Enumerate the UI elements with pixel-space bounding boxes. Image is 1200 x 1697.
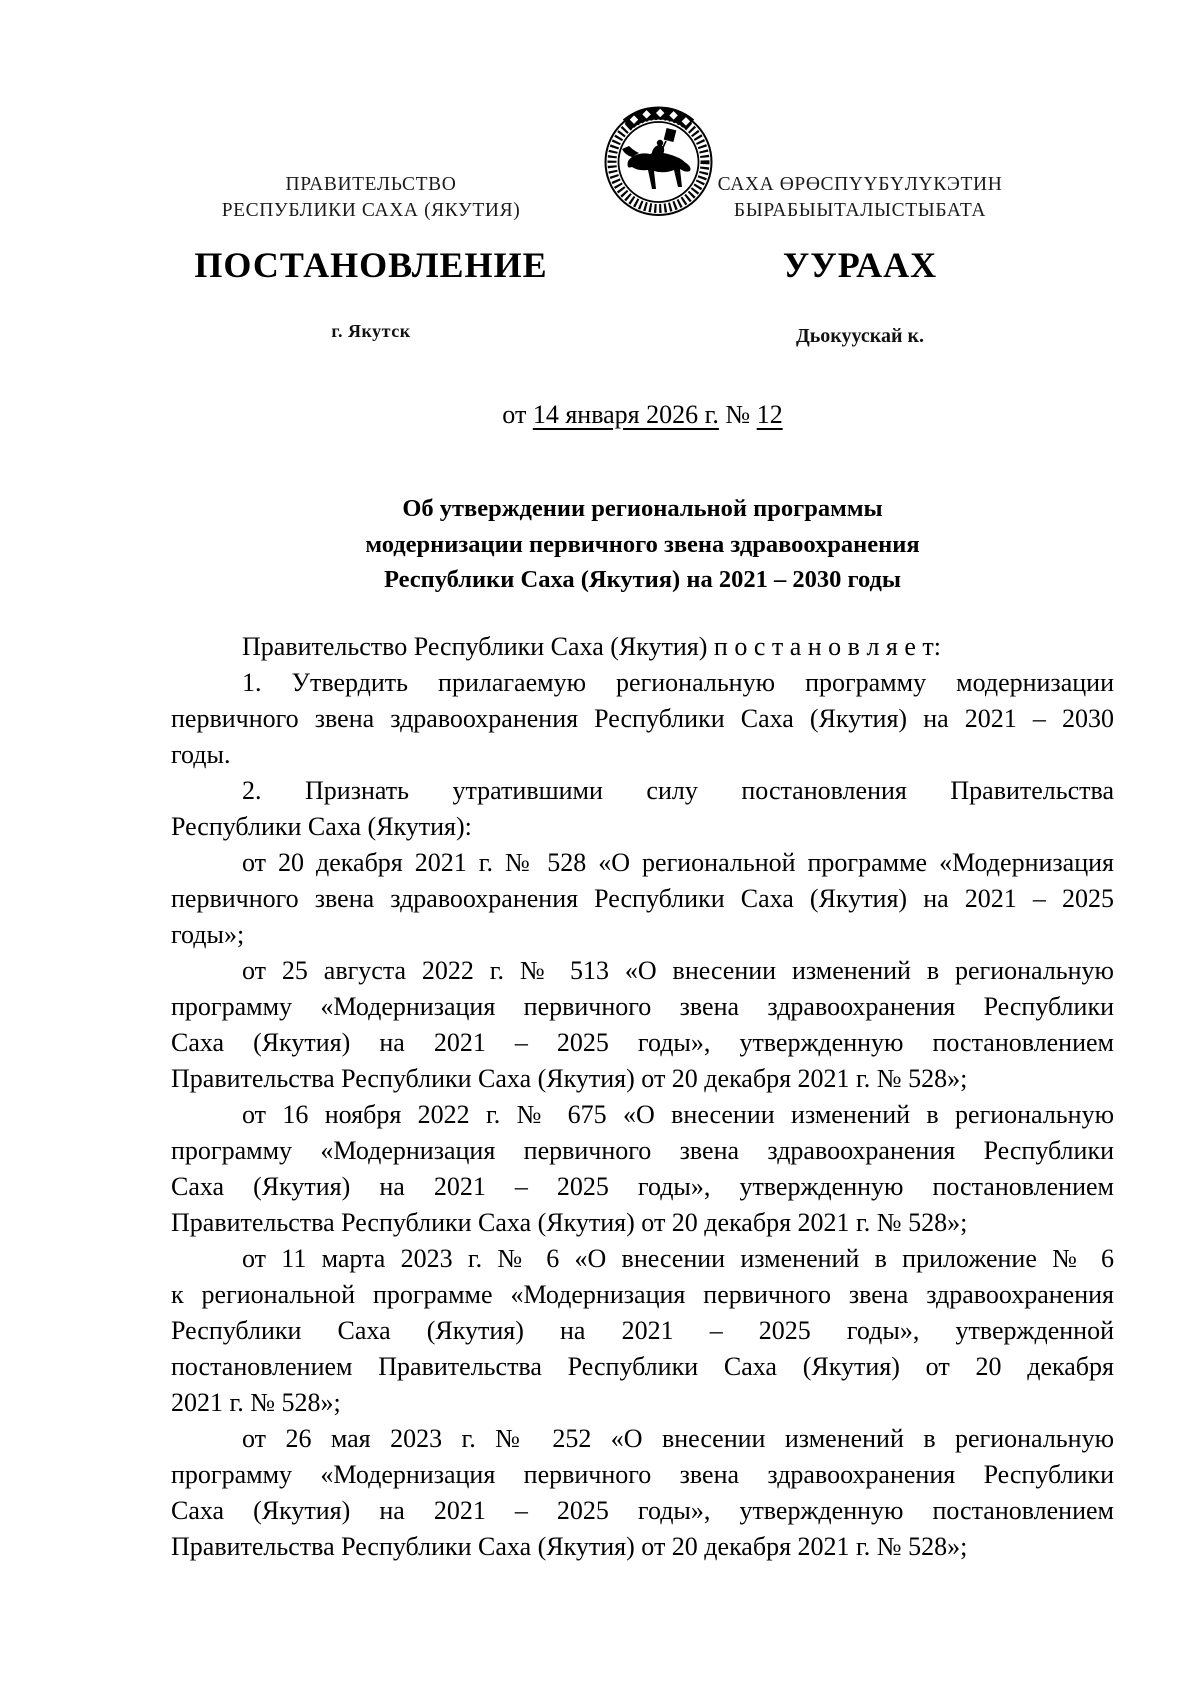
body-line: 1. Утвердить прилагаемую региональную программу модернизации bbox=[242, 668, 1114, 697]
document-title-line1: Об утверждении региональной программы bbox=[402, 495, 883, 522]
body-line: постановлением Правительства Республики Саха (Якутия) от 20 декабря bbox=[171, 1352, 1114, 1381]
paragraph-repealed-252 bbox=[171, 1421, 1114, 1565]
document-title bbox=[171, 491, 1114, 598]
org-name-russian-line2: РЕСПУБЛИКИ САХА (ЯКУТИЯ) bbox=[221, 200, 521, 221]
body-line: Правительства Республики Саха (Якутия) от 20 декабря 2021 г. № 528»; bbox=[171, 1208, 968, 1237]
doc-type-russian: ПОСТАНОВЛЕНИЕ bbox=[194, 245, 548, 285]
body-line: программу «Модернизация первичного звена здравоохранения Республики bbox=[171, 1136, 1114, 1165]
date-and-number-line bbox=[171, 400, 1114, 430]
date-prefix: от bbox=[502, 400, 527, 429]
date-value: 14 января 2026 г. bbox=[532, 400, 719, 429]
paragraph-repealed-6 bbox=[171, 1241, 1114, 1421]
paragraph-item-2 bbox=[171, 773, 1114, 845]
body-line: Республики Саха (Якутия): bbox=[171, 812, 472, 841]
body-line: Саха (Якутия) на 2021 – 2025 годы», утвержденную постановлением bbox=[171, 1028, 1114, 1057]
body-line: программу «Модернизация первичного звена здравоохранения Республики bbox=[171, 992, 1114, 1021]
paragraph-resolution-clause bbox=[171, 629, 1114, 665]
org-name-russian-line1: ПРАВИТЕЛЬСТВО bbox=[285, 174, 457, 195]
body-line: от 11 марта 2023 г. № 6 «О внесении изменений в приложение № 6 bbox=[242, 1244, 1114, 1273]
body-line: Правительства Республики Саха (Якутия) от 20 декабря 2021 г. № 528»; bbox=[171, 1064, 968, 1093]
paragraph-repealed-513 bbox=[171, 953, 1114, 1097]
place-of-issue-russian: г. Якутск bbox=[331, 321, 411, 341]
document-title-line3: Республики Саха (Якутия) на 2021 – 2030 годы bbox=[383, 566, 902, 593]
place-of-issue-sakha: Дьокуускай к. bbox=[795, 325, 925, 347]
body-line: к региональной программе «Модернизация первичного звена здравоохранения bbox=[171, 1280, 1114, 1309]
body-line: Правительства Республики Саха (Якутия) от 20 декабря 2021 г. № 528»; bbox=[171, 1532, 968, 1561]
body-line: Саха (Якутия) на 2021 – 2025 годы», утвержденную постановлением bbox=[171, 1496, 1114, 1525]
org-name-russian bbox=[171, 172, 571, 224]
org-name-sakha-line1: САХА ӨРӨСПҮҮБҮЛҮКЭТИН bbox=[717, 174, 1003, 195]
body-line: от 20 декабря 2021 г. № 528 «О региональной программе «Модернизация bbox=[242, 848, 1114, 877]
number-sign: № bbox=[725, 400, 751, 429]
body-line: Правительство Республики Саха (Якутия) п о с т а н о в л я е т: bbox=[242, 632, 942, 661]
body-line: от 26 мая 2023 г. № 252 «О внесении изменений в региональную bbox=[242, 1424, 1114, 1453]
body-line: первичного звена здравоохранения Республики Саха (Якутия) на 2021 – 2025 bbox=[171, 884, 1114, 913]
body-line: 2021 г. № 528»; bbox=[171, 1388, 341, 1417]
paragraph-repealed-675 bbox=[171, 1097, 1114, 1241]
body-line: 2. Признать утратившими силу постановления Правительства bbox=[242, 776, 1114, 805]
body-line: годы. bbox=[171, 740, 231, 769]
document-body bbox=[171, 629, 1114, 1565]
paragraph-repealed-528 bbox=[171, 845, 1114, 953]
org-name-sakha bbox=[655, 172, 1065, 224]
body-line: Республики Саха (Якутия) на 2021 – 2025 годы», утвержденной bbox=[171, 1316, 1114, 1345]
org-name-sakha-line2: БЫРАБЫЫТАЛЫСТЫБАТА bbox=[733, 200, 987, 221]
body-line: Саха (Якутия) на 2021 – 2025 годы», утвержденную постановлением bbox=[171, 1172, 1114, 1201]
number-value: 12 bbox=[756, 400, 783, 429]
doc-type-sakha: УУРААХ bbox=[782, 245, 938, 285]
body-line: первичного звена здравоохранения Республики Саха (Якутия) на 2021 – 2030 bbox=[171, 704, 1114, 733]
body-line: от 25 августа 2022 г. № 513 «О внесении изменений в региональную bbox=[242, 956, 1114, 985]
paragraph-item-1 bbox=[171, 665, 1114, 773]
body-line: от 16 ноября 2022 г. № 675 «О внесении изменений в региональную bbox=[242, 1100, 1114, 1129]
document-title-line2: модернизации первичного звена здравоохранения bbox=[365, 530, 920, 558]
body-line: годы»; bbox=[171, 920, 245, 949]
body-line: программу «Модернизация первичного звена здравоохранения Республики bbox=[171, 1460, 1114, 1489]
